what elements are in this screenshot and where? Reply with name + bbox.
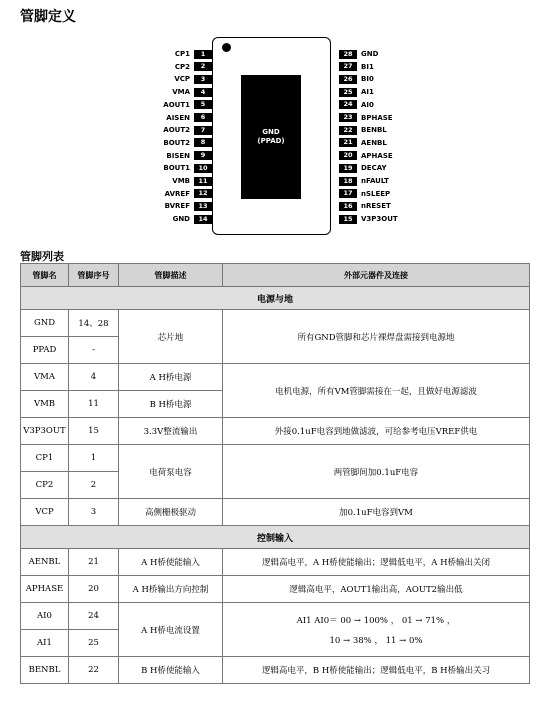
- exposed-pad: [241, 75, 301, 199]
- pin-number-box: 1: [194, 50, 212, 59]
- pin-name: GND: [21, 310, 69, 337]
- chip-pin: [339, 125, 405, 135]
- pin-label: AVREF: [164, 189, 190, 198]
- pin-number-box: 23: [339, 113, 357, 122]
- pin-label: BI1: [361, 62, 374, 71]
- pin-label: AISEN: [166, 113, 190, 122]
- col-header-description: 管脚描述: [119, 264, 223, 287]
- table-row: [21, 445, 530, 472]
- pin-connection: 两管脚间加0.1uF电容: [223, 445, 530, 499]
- pin-description: A H桥使能输入: [119, 549, 223, 576]
- pin-label: BOUT2: [163, 138, 190, 147]
- pin-number: 20: [69, 576, 119, 603]
- pin-label: BISEN: [166, 151, 190, 160]
- chip-pin: [146, 163, 212, 173]
- pin-number-box: 27: [339, 62, 357, 71]
- pin-label: CP2: [174, 62, 190, 71]
- pin-description: 电荷泵电容: [119, 445, 223, 499]
- col-header-connection: 外部元器件及连接: [223, 264, 530, 287]
- pin-description: 高侧栅极驱动: [119, 499, 223, 526]
- section-title-pin-definition: 管脚定义: [20, 9, 76, 25]
- chip-pin: [339, 201, 405, 211]
- pin-number-box: 26: [339, 75, 357, 84]
- chip-pin: [146, 87, 212, 97]
- chip-pin: [146, 151, 212, 161]
- section-title-pin-list: 管脚列表: [20, 250, 64, 263]
- pin-number: 3: [69, 499, 119, 526]
- chip-pin: [146, 74, 212, 84]
- pin-number: 14、28: [69, 310, 119, 337]
- pin-label: BI0: [361, 75, 374, 84]
- pin-number-box: 14: [194, 215, 212, 224]
- section-label: 控制输入: [21, 526, 530, 549]
- pin-connection: 逻辑高电平，A H桥使能输出；逻辑低电平，A H桥输出关闭: [223, 549, 530, 576]
- pin-name: VCP: [21, 499, 69, 526]
- pin-label: GND: [172, 215, 190, 224]
- pin-number: 4: [69, 364, 119, 391]
- pin-number: 11: [69, 391, 119, 418]
- chip-pin: [146, 214, 212, 224]
- pin-label: VCP: [174, 75, 190, 84]
- pin-number-box: 9: [194, 151, 212, 160]
- pin-number-box: 8: [194, 138, 212, 147]
- pin-description: A H桥输出方向控制: [119, 576, 223, 603]
- pin-number-box: 16: [339, 202, 357, 211]
- pin-number: 25: [69, 630, 119, 657]
- pin-name: VMB: [21, 391, 69, 418]
- pin-number: 24: [69, 603, 119, 630]
- pin-description: A H桥电源: [119, 364, 223, 391]
- connection-line-2: 10 → 38% ， 11 → 0%: [329, 635, 423, 646]
- table-header-row: [21, 264, 530, 287]
- chip-pin: [339, 74, 405, 84]
- pin-label: AENBL: [361, 138, 387, 147]
- pin-connection: 加0.1uF电容到VM: [223, 499, 530, 526]
- chip-pin: [339, 163, 405, 173]
- pin-name: AI0: [21, 603, 69, 630]
- pin-label: BPHASE: [361, 113, 393, 122]
- pin-number-box: 18: [339, 177, 357, 186]
- pin-label: BOUT1: [163, 164, 190, 173]
- pin-number-box: 20: [339, 151, 357, 160]
- chip-pin: [339, 176, 405, 186]
- table-row: [21, 364, 530, 391]
- pin-name: AI1: [21, 630, 69, 657]
- pin-name: APHASE: [21, 576, 69, 603]
- pin-label: DECAY: [361, 164, 387, 173]
- table-row: [21, 310, 530, 337]
- pin-label: AI1: [361, 88, 374, 97]
- pin-label: V3P3OUT: [361, 215, 398, 224]
- pin-name: BENBL: [21, 657, 69, 684]
- pin-number-box: 4: [194, 88, 212, 97]
- chip-pin: [146, 125, 212, 135]
- pin-number: -: [69, 337, 119, 364]
- pin-description: B H桥电源: [119, 391, 223, 418]
- pin-connection: 外接0.1uF电容到地做滤波，可给参考电压VREF供电: [223, 418, 530, 445]
- pin-description: 芯片地: [119, 310, 223, 364]
- pin-name: VMA: [21, 364, 69, 391]
- chip-pin: [146, 100, 212, 110]
- pin-number: 22: [69, 657, 119, 684]
- pin-label: BVREF: [164, 202, 190, 211]
- pin-connection: 电机电源，所有VM管脚需接在一起，且做好电源滤波: [223, 364, 530, 418]
- pin-number-box: 13: [194, 202, 212, 211]
- chip-pin: [339, 151, 405, 161]
- section-row-power: [21, 287, 530, 310]
- pin-label: GND: [361, 50, 379, 58]
- chip-pin: [339, 138, 405, 148]
- pin-connection: [223, 603, 530, 657]
- pin-number-box: 5: [194, 100, 212, 109]
- pin-label: AOUT2: [163, 126, 190, 135]
- table-row: [21, 603, 530, 630]
- pin-label: nSLEEP: [361, 189, 391, 198]
- pin-label: VMA: [172, 88, 190, 97]
- table-row: [21, 549, 530, 576]
- pin-label: AOUT1: [163, 100, 190, 109]
- pin-number-box: 25: [339, 88, 357, 97]
- pin-description: 3.3V整流输出: [119, 418, 223, 445]
- chip-pin: [146, 201, 212, 211]
- pin-connection: 所有GND管脚和芯片裸焊盘需接到电源地: [223, 310, 530, 364]
- pin-number-box: 12: [194, 189, 212, 198]
- pin-number-box: 7: [194, 126, 212, 135]
- pin1-marker-icon: [222, 43, 231, 52]
- table-row: [21, 576, 530, 603]
- pin-number-box: 19: [339, 164, 357, 173]
- chip-pin: [146, 138, 212, 148]
- col-header-name: 管脚名: [21, 264, 69, 287]
- pin-description: B H桥使能输入: [119, 657, 223, 684]
- pin-number-box: 17: [339, 189, 357, 198]
- pin-number-box: 24: [339, 100, 357, 109]
- chip-pin: [146, 189, 212, 199]
- pin-number-box: 2: [194, 62, 212, 71]
- pin-number-box: 3: [194, 75, 212, 84]
- table-row: [21, 657, 530, 684]
- pin-number-box: 21: [339, 138, 357, 147]
- pad-label-sub: (PPAD): [257, 137, 285, 145]
- pin-number: 15: [69, 418, 119, 445]
- chip-pin: [339, 214, 405, 224]
- chip-pin: [339, 62, 405, 72]
- chip-pin: [146, 49, 212, 59]
- pin-description: A H桥电流设置: [119, 603, 223, 657]
- pin-name: CP2: [21, 472, 69, 499]
- chip-pin: [339, 113, 405, 123]
- chip-pin: [339, 49, 405, 59]
- pin-label: nRESET: [361, 202, 391, 211]
- chip-pin: [339, 87, 405, 97]
- pin-name: V3P3OUT: [21, 418, 69, 445]
- pin-connection: 逻辑高电平，B H桥使能输出；逻辑低电平，B H桥输出关习: [223, 657, 530, 684]
- table-row: [21, 499, 530, 526]
- section-row-control: [21, 526, 530, 549]
- chip-pin: [146, 176, 212, 186]
- pin-label: CP1: [174, 50, 190, 58]
- pin-label: nFAULT: [361, 177, 389, 185]
- chip-pin: [146, 113, 212, 123]
- pin-name: CP1: [21, 445, 69, 472]
- pin-connection: 逻辑高电平，AOUT1输出高，AOUT2输出低: [223, 576, 530, 603]
- pin-label: APHASE: [361, 151, 393, 160]
- pin-label: AI0: [361, 100, 374, 109]
- pin-number-box: 22: [339, 126, 357, 135]
- col-header-number: 管脚序号: [69, 264, 119, 287]
- pin-number-box: 10: [194, 164, 212, 173]
- pin-number: 1: [69, 445, 119, 472]
- pin-number-box: 11: [194, 177, 212, 186]
- pad-label: GND: [262, 128, 280, 136]
- pin-table: [20, 263, 530, 684]
- pin-number-box: 6: [194, 113, 212, 122]
- chip-pin: [339, 100, 405, 110]
- pin-number-box: 15: [339, 215, 357, 224]
- pin-number: 2: [69, 472, 119, 499]
- section-label: 电源与地: [21, 287, 530, 310]
- pin-label: VMB: [172, 177, 190, 185]
- chip-pin: [146, 62, 212, 72]
- table-row: [21, 418, 530, 445]
- pin-label: BENBL: [361, 126, 387, 135]
- chip-pin: [339, 189, 405, 199]
- pin-name: PPAD: [21, 337, 69, 364]
- connection-line-1: AI1 AI0＝ 00 → 100% ， 01 → 71% ，: [296, 615, 456, 626]
- pin-name: AENBL: [21, 549, 69, 576]
- pin-number-box: 28: [339, 50, 357, 59]
- pin-number: 21: [69, 549, 119, 576]
